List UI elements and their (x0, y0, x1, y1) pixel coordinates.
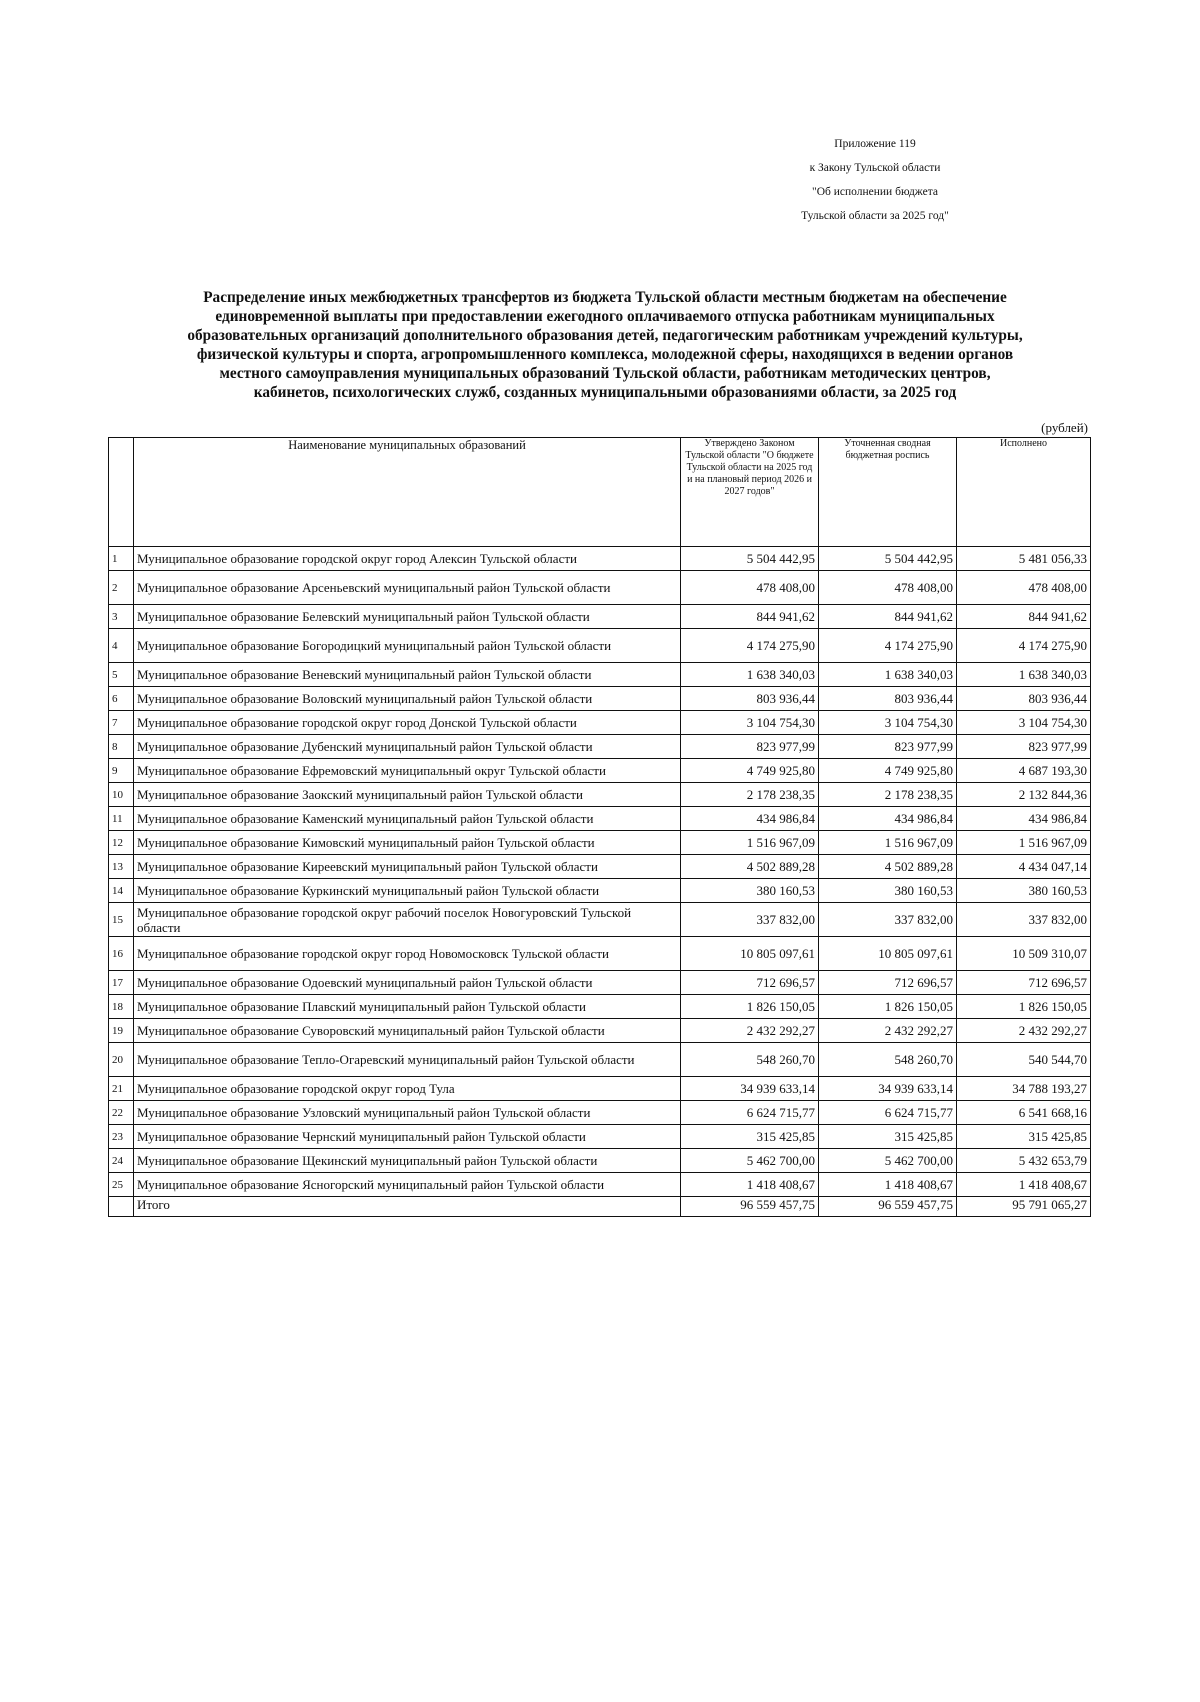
row-approved: 2 178 238,35 (681, 783, 819, 807)
row-approved: 4 174 275,90 (681, 629, 819, 663)
row-refined: 337 832,00 (819, 903, 957, 937)
row-executed: 5 481 056,33 (957, 547, 1091, 571)
row-refined: 478 408,00 (819, 571, 957, 605)
row-approved: 3 104 754,30 (681, 711, 819, 735)
row-approved: 434 986,84 (681, 807, 819, 831)
row-number: 5 (109, 663, 134, 687)
row-approved: 10 805 097,61 (681, 937, 819, 971)
header-refined: Уточненная сводная бюджетная роспись (819, 438, 957, 547)
title-line-6: кабинетов, психологических служб, созданных муниципальными образованиями области, за 2025 год (253, 384, 957, 401)
row-executed: 380 160,53 (957, 879, 1091, 903)
row-executed: 1 638 340,03 (957, 663, 1091, 687)
row-approved: 315 425,85 (681, 1125, 819, 1149)
row-name: Муниципальное образование Богородицкий муниципальный район Тульской области (134, 629, 681, 663)
row-executed: 3 104 754,30 (957, 711, 1091, 735)
title-line-1: Распределение иных межбюджетных трансфертов из бюджета Тульской области местным бюджетам на обеспечение (203, 289, 1007, 306)
row-executed: 2 432 292,27 (957, 1019, 1091, 1043)
table-row (109, 687, 1091, 711)
table-row (109, 1149, 1091, 1173)
table-row (109, 995, 1091, 1019)
row-executed: 2 132 844,36 (957, 783, 1091, 807)
row-approved: 4 749 925,80 (681, 759, 819, 783)
row-number: 21 (109, 1077, 134, 1101)
row-refined: 4 174 275,90 (819, 629, 957, 663)
row-executed: 803 936,44 (957, 687, 1091, 711)
row-executed: 712 696,57 (957, 971, 1091, 995)
row-number: 11 (109, 807, 134, 831)
row-executed: 478 408,00 (957, 571, 1091, 605)
row-number: 23 (109, 1125, 134, 1149)
row-executed: 434 986,84 (957, 807, 1091, 831)
table-row (109, 663, 1091, 687)
row-name: Муниципальное образование городской округ город Алексин Тульской области (134, 547, 681, 571)
row-approved: 1 826 150,05 (681, 995, 819, 1019)
row-refined: 3 104 754,30 (819, 711, 957, 735)
row-executed: 4 174 275,90 (957, 629, 1091, 663)
appendix-line-3: "Об исполнении бюджета (812, 186, 938, 198)
units-label: (рублей) (1041, 420, 1088, 435)
row-executed: 337 832,00 (957, 903, 1091, 937)
row-approved: 548 260,70 (681, 1043, 819, 1077)
row-name: Муниципальное образование Кимовский муниципальный район Тульской области (134, 831, 681, 855)
table-row (109, 1077, 1091, 1101)
row-name: Муниципальное образование городской округ город Тула (134, 1077, 681, 1101)
row-approved: 5 462 700,00 (681, 1149, 819, 1173)
row-name: Муниципальное образование Белевский муниципальный район Тульской области (134, 605, 681, 629)
row-name: Муниципальное образование Дубенский муниципальный район Тульской области (134, 735, 681, 759)
table-row (109, 735, 1091, 759)
row-number: 9 (109, 759, 134, 783)
row-executed: 1 418 408,67 (957, 1173, 1091, 1197)
title-line-4: физической культуры и спорта, агропромышленного комплекса, молодежной сферы, находящихся в ведении органов (196, 346, 1014, 363)
row-refined: 1 516 967,09 (819, 831, 957, 855)
row-executed: 540 544,70 (957, 1043, 1091, 1077)
row-name: Муниципальное образование Ясногорский муниципальный район Тульской области (134, 1173, 681, 1197)
table-row (109, 1019, 1091, 1043)
row-executed: 4 434 047,14 (957, 855, 1091, 879)
row-executed: 823 977,99 (957, 735, 1091, 759)
row-name: Муниципальное образование Воловский муниципальный район Тульской области (134, 687, 681, 711)
row-approved: 712 696,57 (681, 971, 819, 995)
appendix-line-4: Тульской области за 2025 год" (801, 210, 949, 222)
table-row (109, 971, 1091, 995)
total-approved: 96 559 457,75 (681, 1197, 819, 1217)
row-approved: 844 941,62 (681, 605, 819, 629)
row-approved: 337 832,00 (681, 903, 819, 937)
row-refined: 34 939 633,14 (819, 1077, 957, 1101)
row-number: 4 (109, 629, 134, 663)
row-refined: 4 749 925,80 (819, 759, 957, 783)
row-executed: 844 941,62 (957, 605, 1091, 629)
header-approved: Утверждено Законом Тульской области "О бюджете Тульской области на 2025 год и на плановый период 2026 и 2027 годов" (681, 438, 819, 547)
row-approved: 823 977,99 (681, 735, 819, 759)
row-name: Муниципальное образование Чернский муниципальный район Тульской области (134, 1125, 681, 1149)
row-number: 6 (109, 687, 134, 711)
table-row (109, 547, 1091, 571)
row-number: 19 (109, 1019, 134, 1043)
row-refined: 803 936,44 (819, 687, 957, 711)
row-number: 16 (109, 937, 134, 971)
appendix-line-2: к Закону Тульской области (809, 162, 941, 174)
row-executed: 5 432 653,79 (957, 1149, 1091, 1173)
row-refined: 434 986,84 (819, 807, 957, 831)
row-name: Муниципальное образование Куркинский муниципальный район Тульской области (134, 879, 681, 903)
row-name: Муниципальное образование Узловский муниципальный район Тульской области (134, 1101, 681, 1125)
table-row (109, 807, 1091, 831)
row-number: 3 (109, 605, 134, 629)
row-approved: 380 160,53 (681, 879, 819, 903)
row-name: Муниципальное образование Плавский муниципальный район Тульской области (134, 995, 681, 1019)
row-refined: 823 977,99 (819, 735, 957, 759)
row-number: 22 (109, 1101, 134, 1125)
row-refined: 1 826 150,05 (819, 995, 957, 1019)
row-executed: 34 788 193,27 (957, 1077, 1091, 1101)
row-approved: 1 516 967,09 (681, 831, 819, 855)
row-name: Муниципальное образование Арсеньевский муниципальный район Тульской области (134, 571, 681, 605)
table-row (109, 855, 1091, 879)
row-executed: 1 826 150,05 (957, 995, 1091, 1019)
total-executed: 95 791 065,27 (957, 1197, 1091, 1217)
row-approved: 2 432 292,27 (681, 1019, 819, 1043)
table-row (109, 605, 1091, 629)
document-title (118, 288, 1092, 402)
table-row (109, 1173, 1091, 1197)
appendix-line-1: Приложение 119 (834, 138, 916, 150)
total-label: Итого (134, 1197, 681, 1217)
row-name: Муниципальное образование Одоевский муниципальный район Тульской области (134, 971, 681, 995)
row-refined: 5 504 442,95 (819, 547, 957, 571)
table-row (109, 879, 1091, 903)
row-number: 2 (109, 571, 134, 605)
table-row (109, 903, 1091, 937)
header-executed: Исполнено (957, 438, 1091, 547)
table-row (109, 711, 1091, 735)
row-refined: 315 425,85 (819, 1125, 957, 1149)
table-row (109, 571, 1091, 605)
table-row (109, 1101, 1091, 1125)
row-refined: 1 638 340,03 (819, 663, 957, 687)
table-row (109, 831, 1091, 855)
table-row (109, 759, 1091, 783)
table-row (109, 1043, 1091, 1077)
row-refined: 548 260,70 (819, 1043, 957, 1077)
row-executed: 10 509 310,07 (957, 937, 1091, 971)
table-row (109, 937, 1091, 971)
row-name: Муниципальное образование городской округ город Новомосковск Тульской области (134, 937, 681, 971)
row-approved: 478 408,00 (681, 571, 819, 605)
table-body (109, 547, 1091, 1217)
row-name: Муниципальное образование Щекинский муниципальный район Тульской области (134, 1149, 681, 1173)
row-number: 8 (109, 735, 134, 759)
row-name: Муниципальное образование Веневский муниципальный район Тульской области (134, 663, 681, 687)
row-refined: 6 624 715,77 (819, 1101, 957, 1125)
row-number: 24 (109, 1149, 134, 1173)
row-name: Муниципальное образование Ефремовский муниципальный округ Тульской области (134, 759, 681, 783)
row-approved: 34 939 633,14 (681, 1077, 819, 1101)
row-name: Муниципальное образование Каменский муниципальный район Тульской области (134, 807, 681, 831)
row-number: 20 (109, 1043, 134, 1077)
row-refined: 380 160,53 (819, 879, 957, 903)
row-executed: 4 687 193,30 (957, 759, 1091, 783)
row-refined: 2 178 238,35 (819, 783, 957, 807)
distribution-table (108, 437, 1091, 1217)
table-row (109, 1125, 1091, 1149)
row-number: 17 (109, 971, 134, 995)
total-refined: 96 559 457,75 (819, 1197, 957, 1217)
row-name: Муниципальное образование Суворовский муниципальный район Тульской области (134, 1019, 681, 1043)
row-refined: 10 805 097,61 (819, 937, 957, 971)
row-approved: 5 504 442,95 (681, 547, 819, 571)
row-approved: 6 624 715,77 (681, 1101, 819, 1125)
appendix-note (770, 132, 980, 228)
row-refined: 2 432 292,27 (819, 1019, 957, 1043)
row-refined: 712 696,57 (819, 971, 957, 995)
row-approved: 4 502 889,28 (681, 855, 819, 879)
table-row (109, 783, 1091, 807)
row-number: 25 (109, 1173, 134, 1197)
title-line-5: местного самоуправления муниципальных образований Тульской области, работникам методических центров, (219, 365, 991, 382)
row-number: 10 (109, 783, 134, 807)
table-header-row (109, 438, 1091, 547)
row-executed: 6 541 668,16 (957, 1101, 1091, 1125)
title-line-2: единовременной выплаты при предоставлении ежегодного оплачиваемого отпуска работникам муниципальных (215, 308, 995, 325)
header-name: Наименование муниципальных образований (134, 438, 681, 547)
row-name: Муниципальное образование Заокский муниципальный район Тульской области (134, 783, 681, 807)
total-row (109, 1197, 1091, 1217)
row-number: 1 (109, 547, 134, 571)
row-approved: 803 936,44 (681, 687, 819, 711)
row-refined: 5 462 700,00 (819, 1149, 957, 1173)
row-approved: 1 638 340,03 (681, 663, 819, 687)
row-number: 7 (109, 711, 134, 735)
row-number: 14 (109, 879, 134, 903)
row-name: Муниципальное образование городской округ рабочий поселок Новогуровский Тульской области (134, 903, 681, 937)
title-line-3: образовательных организаций дополнительного образования детей, педагогическим работникам учреждений культуры, (187, 327, 1023, 344)
row-number: 12 (109, 831, 134, 855)
row-number: 13 (109, 855, 134, 879)
row-name: Муниципальное образование Киреевский муниципальный район Тульской области (134, 855, 681, 879)
row-name: Муниципальное образование Тепло-Огаревский муниципальный район Тульской области (134, 1043, 681, 1077)
total-number (109, 1197, 134, 1217)
row-approved: 1 418 408,67 (681, 1173, 819, 1197)
row-number: 18 (109, 995, 134, 1019)
row-refined: 4 502 889,28 (819, 855, 957, 879)
row-refined: 1 418 408,67 (819, 1173, 957, 1197)
row-executed: 315 425,85 (957, 1125, 1091, 1149)
row-name: Муниципальное образование городской округ город Донской Тульской области (134, 711, 681, 735)
header-number (109, 438, 134, 547)
row-executed: 1 516 967,09 (957, 831, 1091, 855)
table-row (109, 629, 1091, 663)
row-refined: 844 941,62 (819, 605, 957, 629)
row-number: 15 (109, 903, 134, 937)
